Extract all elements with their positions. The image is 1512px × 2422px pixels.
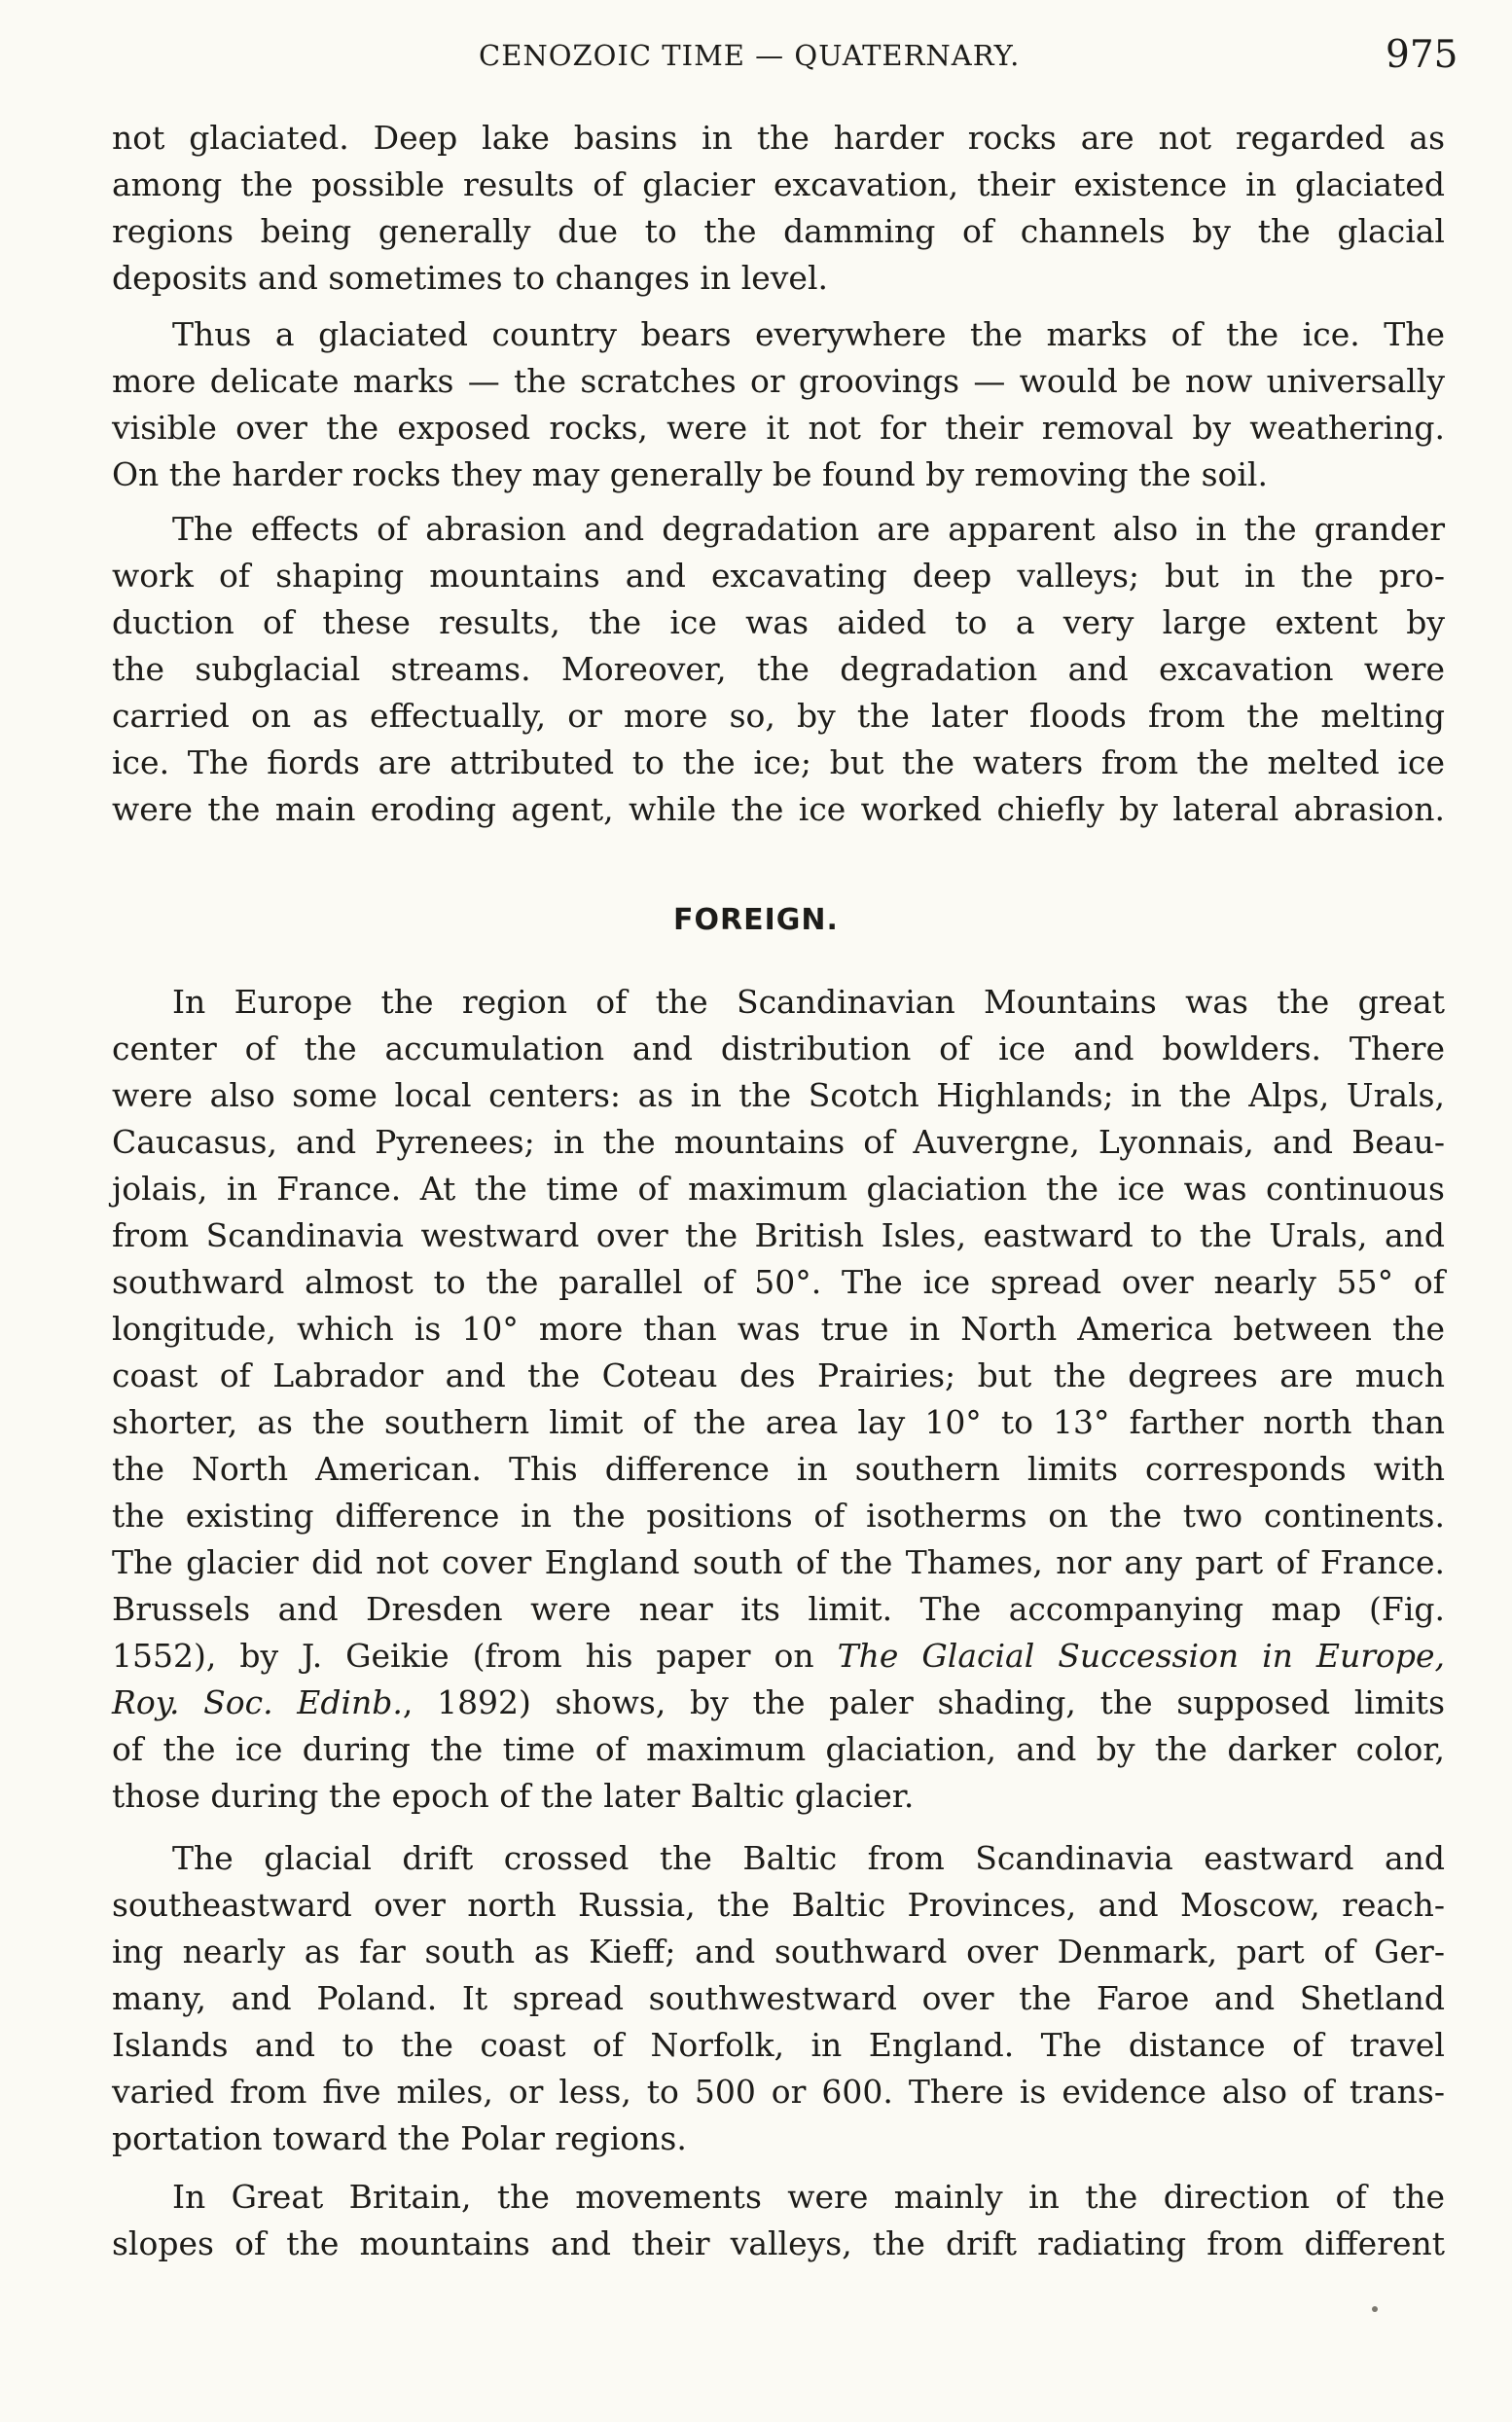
text-line: The glacier did not cover England south of the Thames, nor any part of France. <box>112 1543 1445 1581</box>
text-line: varied from five miles, or less, to 500 or 600. There is evidence also of trans- <box>112 2073 1445 2111</box>
text-line: center of the accumulation and distribution of ice and bowlders. There <box>112 1030 1445 1067</box>
text-line: the existing difference in the positions of isotherms on the two continents. <box>112 1497 1445 1535</box>
page-number: 975 <box>1386 33 1458 77</box>
text-line: Brussels and Dresden were near its limit. The accompanying map (Fig. <box>112 1590 1445 1628</box>
text-line: coast of Labrador and the Coteau des Prairies; but the degrees are much <box>112 1356 1445 1394</box>
text-line: the North American. This difference in southern limits corresponds with <box>112 1450 1445 1488</box>
text-line: Caucasus, and Pyrenees; in the mountains of Auvergne, Lyonnais, and Beau- <box>112 1123 1445 1161</box>
text-line: among the possible results of glacier excavation, their existence in glaciated <box>112 165 1445 203</box>
text-line: portation toward the Polar regions. <box>112 2119 687 2157</box>
paragraph-6 <box>112 2174 1445 2267</box>
text-line: work of shaping mountains and excavating deep valleys; but in the pro- <box>112 557 1445 595</box>
text-line: were also some local centers: as in the Scotch Highlands; in the Alps, Urals, <box>112 1076 1445 1114</box>
citation-line <box>112 1633 1445 1680</box>
text-line: were the main eroding agent, while the ice worked chiefly by lateral abrasion. <box>112 790 1445 828</box>
text-line: In Great Britain, the movements were mainly in the direction of the <box>172 2178 1445 2216</box>
text-line: longitude, which is 10° more than was true in North America between the <box>112 1310 1445 1348</box>
text-line: In Europe the region of the Scandinavian Mountains was the great <box>172 983 1445 1021</box>
paragraph-4 <box>112 979 1445 1820</box>
text-line: deposits and sometimes to changes in level. <box>112 259 829 297</box>
text-line: southward almost to the parallel of 50°. The ice spread over nearly 55° of <box>112 1263 1445 1301</box>
text-line: ing nearly as far south as Kieff; and southward over Denmark, part of Ger- <box>112 1933 1445 1970</box>
text-line: On the harder rocks they may generally be found by removing the soil. <box>112 455 1268 493</box>
cited-journal: Roy. Soc. Edinb. <box>112 1683 403 1721</box>
text-line: carried on as effectually, or more so, by the later floods from the melting <box>112 697 1445 735</box>
text-line: ice. The fiords are attributed to the ice; but the waters from the melted ice <box>112 743 1445 781</box>
text-line: duction of these results, the ice was aided to a very large extent by <box>112 603 1445 641</box>
section-heading: FOREIGN. <box>673 903 839 937</box>
text-line: Islands and to the coast of Norfolk, in England. The distance of travel <box>112 2026 1445 2064</box>
text-line: visible over the exposed rocks, were it not for their removal by weathering. <box>112 409 1445 447</box>
running-head: CENOZOIC TIME — QUATERNARY. <box>479 39 1021 72</box>
ink-speck <box>1372 2306 1378 2312</box>
text-line: regions being generally due to the damming of channels by the glacial <box>112 212 1445 250</box>
text-line: more delicate marks — the scratches or groovings — would be now universally <box>112 362 1445 400</box>
text-line: those during the epoch of the later Baltic glacier. <box>112 1777 915 1815</box>
paragraph-5 <box>112 1835 1445 2162</box>
text-line: slopes of the mountains and their valleys, the drift radiating from different <box>112 2224 1445 2262</box>
text-line: The effects of abrasion and degradation are apparent also in the grander <box>172 510 1445 548</box>
text-line: many, and Poland. It spread southwestward over the Faroe and Shetland <box>112 1979 1445 2017</box>
cited-paper-title: The Glacial Succession in Europe, <box>837 1637 1445 1675</box>
citation-suffix: , 1892) shows, by the paler shading, the supposed limits <box>402 1683 1446 1721</box>
text-line: Thus a glaciated country bears everywhere the marks of the ice. The <box>172 315 1445 353</box>
text-line: from Scandinavia westward over the British Isles, eastward to the Urals, and <box>112 1216 1445 1254</box>
text-line: shorter, as the southern limit of the area lay 10° to 13° farther north than <box>112 1403 1445 1441</box>
text-line: the subglacial streams. Moreover, the degradation and excavation were <box>112 650 1445 688</box>
text-line: of the ice during the time of maximum glaciation, and by the darker color, <box>112 1730 1445 1768</box>
citation-prefix: 1552), by J. Geikie (from his paper on <box>112 1637 838 1675</box>
text-line: not glaciated. Deep lake basins in the harder rocks are not regarded as <box>112 119 1445 157</box>
paragraph-3 <box>112 506 1445 833</box>
paragraph-1 <box>112 115 1445 302</box>
text-line: southeastward over north Russia, the Baltic Provinces, and Moscow, reach- <box>112 1886 1445 1924</box>
text-line: jolais, in France. At the time of maximum glaciation the ice was continuous <box>112 1170 1445 1208</box>
paragraph-2 <box>112 311 1445 498</box>
text-line: The glacial drift crossed the Baltic from Scandinavia eastward and <box>172 1839 1445 1877</box>
citation-line <box>112 1680 1445 1726</box>
